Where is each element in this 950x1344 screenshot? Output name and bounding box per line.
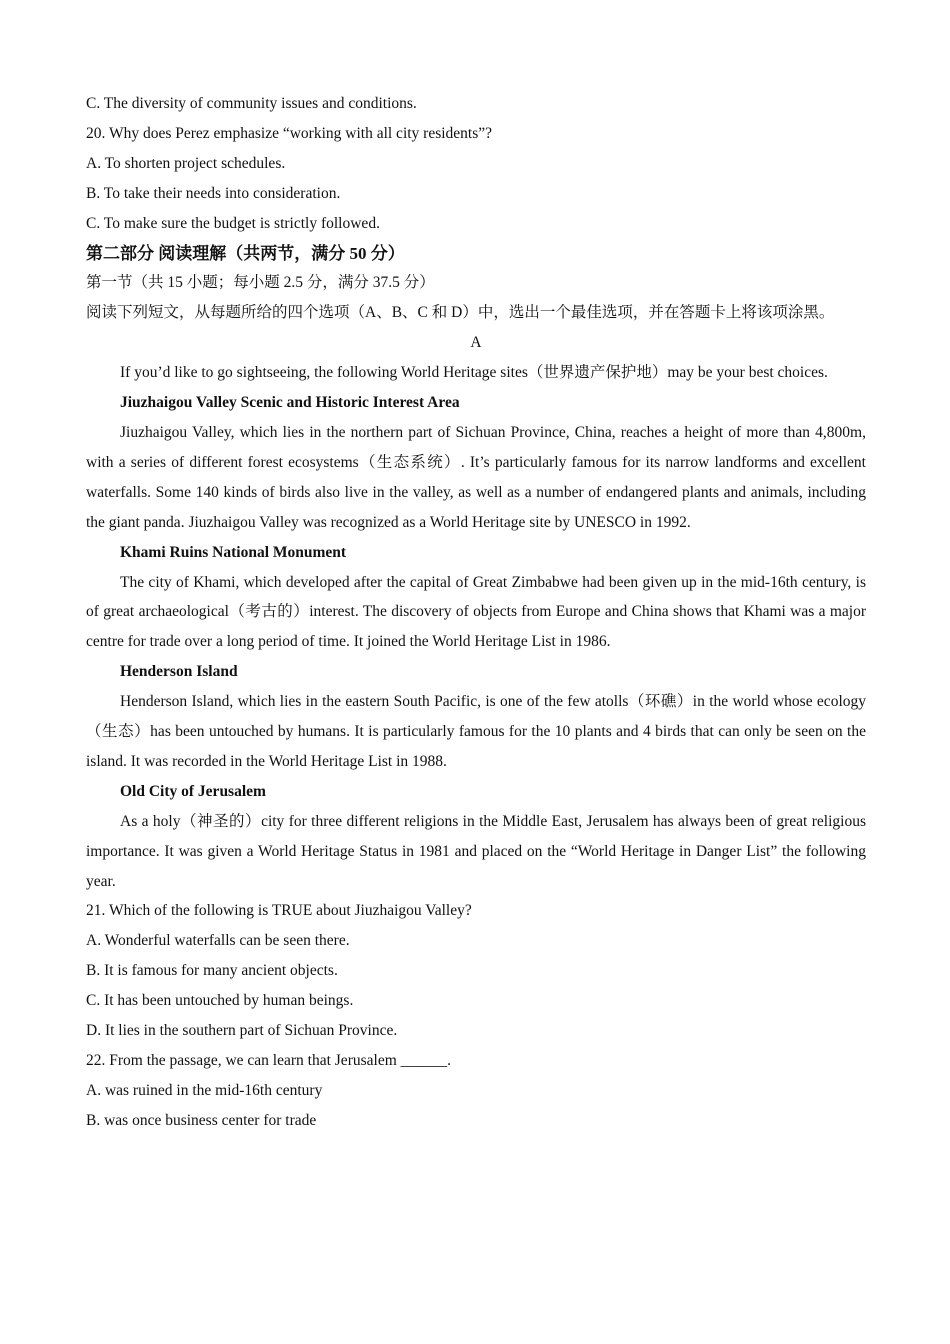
site-text-jerusalem: As a holy（神圣的）city for three different religions in the Middle East, Jerusalem has always been of great religious importance. It was given a World Heritage Status in 1981 and placed on the “World Heritage in Danger List” the following year. — [86, 812, 866, 890]
q21-option-c: C. It has been untouched by human beings. — [86, 992, 354, 1010]
q22-option-a: A. was ruined in the mid-16th century — [86, 1081, 323, 1099]
site-title-henderson: Henderson Island — [120, 663, 238, 681]
q21-option-d: D. It lies in the southern part of Sichuan Province. — [86, 1022, 398, 1040]
site-text-jiuzhaigou: Jiuzhaigou Valley, which lies in the northern part of Sichuan Province, China, reaches a height of more than 4,800m, with a series of different forest ecosystems（生态系统）. It’s particularly famous for its narrow landforms and excellent waterfalls. Some 140 kinds of birds also live in the valley, as well as a number of endangered plants and animals, including the giant panda. Jiuzhaigou Valley was recognized as a World Heritage site by UNESCO in 1992. — [86, 423, 866, 531]
passage-intro: If you’d like to go sightseeing, the following World Heritage sites（世界遗产保护地）may be your best choices. — [120, 364, 828, 382]
passage-letter: A — [470, 334, 482, 352]
site-title-jerusalem: Old City of Jerusalem — [120, 782, 266, 800]
site-title-jiuzhaigou: Jiuzhaigou Valley Scenic and Historic Interest Area — [120, 394, 460, 412]
q22-question: 22. From the passage, we can learn that Jerusalem ______. — [86, 1052, 452, 1069]
q20-option-c: C. To make sure the budget is strictly followed. — [86, 214, 380, 232]
exam-page — [86, 89, 866, 1136]
q21-question: 21. Which of the following is TRUE about Jiuzhaigou Valley? — [86, 902, 472, 920]
site-title-khami: Khami Ruins National Monument — [120, 543, 347, 561]
q20-question: 20. Why does Perez emphasize “working with all city residents”? — [86, 124, 493, 142]
section1-heading: 第一节（共 15 小题；每小题 2.5 分，满分 37.5 分） — [86, 274, 435, 292]
q22-option-b: B. was once business center for trade — [86, 1111, 317, 1129]
site-text-khami: The city of Khami, which developed after the capital of Great Zimbabwe had been given up in the mid-16th century, is of great archaeological（考古的）interest. The discovery of objects from Europe and China shows that Khami was a major centre for trade over a long period of time. It joined the World Heritage List in 1986. — [86, 573, 866, 651]
q19-option-c: C. The diversity of community issues and conditions. — [86, 95, 417, 112]
q21-option-a: A. Wonderful waterfalls can be seen there. — [86, 932, 350, 950]
q20-option-a: A. To shorten project schedules. — [86, 154, 286, 172]
site-text-henderson: Henderson Island, which lies in the eastern South Pacific, is one of the few atolls（环礁）in the world whose ecology（生态）has been untouched by humans. It is particularly famous for the 10 plants and 4 birds that can only be seen on the island. It was recorded in the World Heritage List in 1988. — [86, 693, 866, 770]
reading-instruction: 阅读下列短文，从每题所给的四个选项（A、B、C 和 D）中，选出一个最佳选项，并在答题卡上将该项涂黑。 — [86, 304, 835, 322]
part2-title: 第二部分 阅读理解（共两节，满分 50 分） — [86, 243, 405, 263]
q21-option-b: B. It is famous for many ancient objects. — [86, 962, 338, 980]
q20-option-b: B. To take their needs into consideration. — [86, 184, 341, 202]
